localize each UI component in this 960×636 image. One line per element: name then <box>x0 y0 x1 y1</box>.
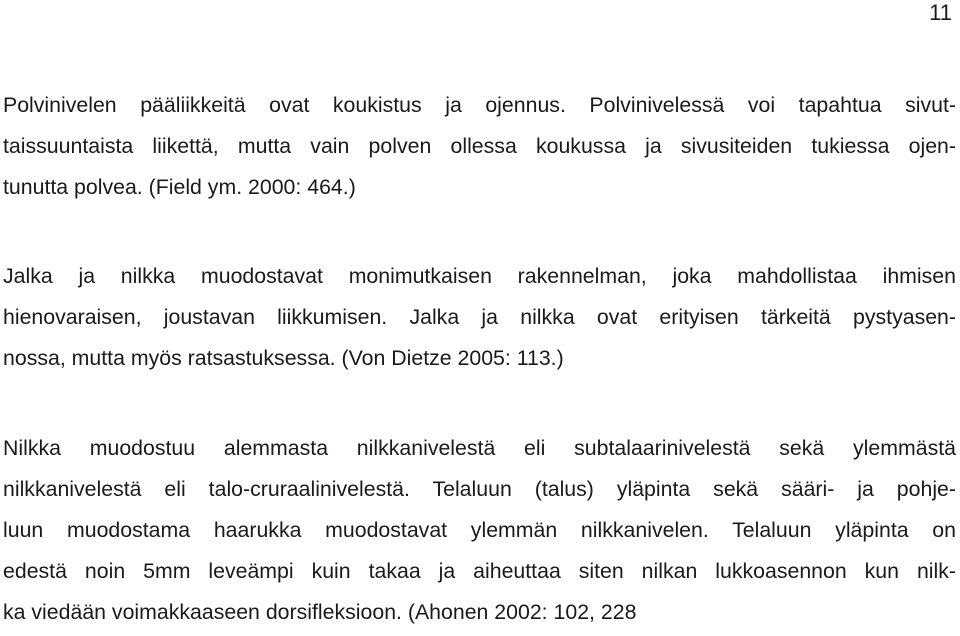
paragraph-knee-movements <box>3 85 956 208</box>
text-line: luun muodostama haarukka muodostavat ylemmän nilkkanivelen. Telaluun yläpinta on <box>3 518 956 542</box>
text-line: ka viedään voimakkaaseen dorsifleksioon. (Ahonen 2002: 102, 228 <box>3 600 637 624</box>
text-line: Nilkka muodostuu alemmasta nilkkanivelestä eli subtalaarinivelestä sekä ylemmästä <box>3 436 956 460</box>
text-line: hienovaraisen, joustavan liikkumisen. Jalka ja nilkka ovat erityisen tärkeitä pystyasen- <box>3 305 956 329</box>
page-number: 11 <box>929 0 952 25</box>
text-line: edestä noin 5mm leveämpi kuin takaa ja aiheuttaa siten nilkan lukkoasennon kun nilk- <box>3 559 956 583</box>
text-line: nossa, mutta myös ratsastuksessa. (Von Dietze 2005: 113.) <box>3 346 564 370</box>
text-line: tunutta polvea. (Field ym. 2000: 464.) <box>3 175 356 199</box>
text-line: taissuuntaista liikettä, mutta vain polven ollessa koukussa ja sivusiteiden tukiessa ojen- <box>3 134 956 158</box>
paragraph-ankle-joints <box>3 428 956 633</box>
text-line: Polvinivelen pääliikkeitä ovat koukistus ja ojennus. Polvinivelessä voi tapahtua sivut- <box>3 93 956 117</box>
text-line: nilkkanivelestä eli talo-cruraalinivelestä. Telaluun (talus) yläpinta sekä sääri- ja pohje- <box>3 477 956 501</box>
text-line: Jalka ja nilkka muodostavat monimutkaisen rakennelman, joka mahdollistaa ihmisen <box>3 264 956 288</box>
paragraph-foot-and-ankle <box>3 256 956 379</box>
